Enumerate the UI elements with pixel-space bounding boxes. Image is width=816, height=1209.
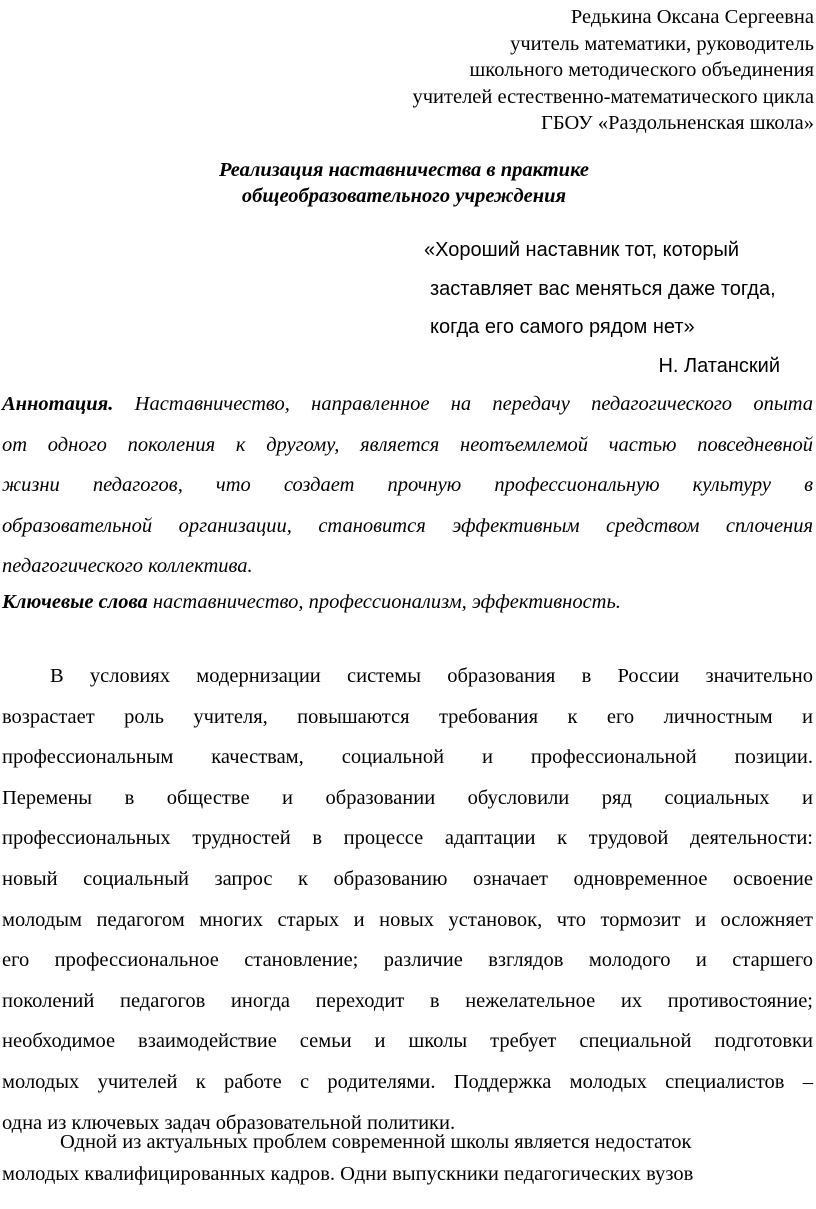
- body-line: поколений педагогов иногда переходит в нежелательное их противостояние;: [2, 989, 813, 1012]
- annotation-text: Наставничество, направленное на передачу педагогического опыта: [134, 393, 814, 415]
- annotation-line: образовательной организации, становится эффективным средством сплочения: [2, 514, 813, 537]
- author-position: учителей естественно-математического цикла: [412, 85, 814, 108]
- page-title: [0, 157, 816, 209]
- body-line: профессиональным качествам, социальной и профессиональной позиции.: [2, 746, 813, 769]
- keywords: [2, 586, 621, 618]
- annotation-line: педагогического коллектива.: [2, 555, 253, 577]
- keywords-label: Ключевые слова: [2, 591, 148, 613]
- body-line: профессиональных трудностей в процессе адаптации к трудовой деятельности:: [2, 827, 813, 850]
- body-line: возрастает роль учителя, повышаются требования к его личностным и: [2, 705, 813, 728]
- body-line: необходимое взаимодействие семьи и школы требует специальной подготовки: [2, 1030, 813, 1053]
- body-line: молодым педагогом многих старых и новых установок, что тормозит и осложняет: [2, 908, 813, 931]
- body-line: Одной из актуальных проблем современной школы является недостаток: [60, 1131, 692, 1153]
- body-line: молодых квалифицированных кадров. Одни выпускники педагогических вузов: [2, 1163, 694, 1185]
- keywords-text: наставничество, профессионализм, эффективность.: [152, 591, 621, 613]
- author-block: [412, 4, 814, 137]
- body-line: одна из ключевых задач образовательной политики.: [2, 1111, 456, 1134]
- epigraph: [424, 231, 776, 347]
- body-line: новый социальный запрос к образованию означает одновременное освоение: [2, 867, 813, 890]
- epigraph-line: «Хороший наставник тот, который: [424, 239, 739, 261]
- epigraph-line: когда его самого рядом нет»: [430, 316, 695, 338]
- annotation: [2, 384, 813, 587]
- author-position: учитель математики, руководитель: [510, 32, 814, 55]
- body-line: молодых учителей к работе с родителями. Поддержка молодых специалистов –: [2, 1070, 813, 1093]
- title-line: общеобразовательного учреждения: [241, 185, 567, 207]
- author-school: ГБОУ «Раздольненская школа»: [541, 112, 814, 134]
- epigraph-author: Н. Латанский: [658, 355, 780, 377]
- body-line: Перемены в обществе и образовании обусловили ряд социальных и: [2, 786, 813, 809]
- author-position: школьного методического объединения: [469, 59, 814, 81]
- epigraph-line: заставляет вас меняться даже тогда,: [430, 277, 776, 300]
- title-line: Реализация наставничества в практике: [219, 159, 589, 181]
- annotation-label: Аннотация.: [2, 393, 114, 415]
- body-line: В условиях модернизации системы образования в России значительно: [50, 665, 813, 687]
- body-line: его профессиональное становление; различие взглядов молодого и старшего: [2, 949, 813, 972]
- body-paragraph-1: [2, 656, 813, 1143]
- annotation-line: [2, 384, 813, 425]
- author-name: Редькина Оксана Сергеевна: [570, 6, 814, 28]
- body-paragraph-2: [2, 1126, 782, 1190]
- annotation-line: жизни педагогов, что создает прочную профессиональную культуру в: [2, 474, 813, 496]
- annotation-line: от одного поколения к другому, является неотъемлемой частью повседневной: [2, 433, 813, 456]
